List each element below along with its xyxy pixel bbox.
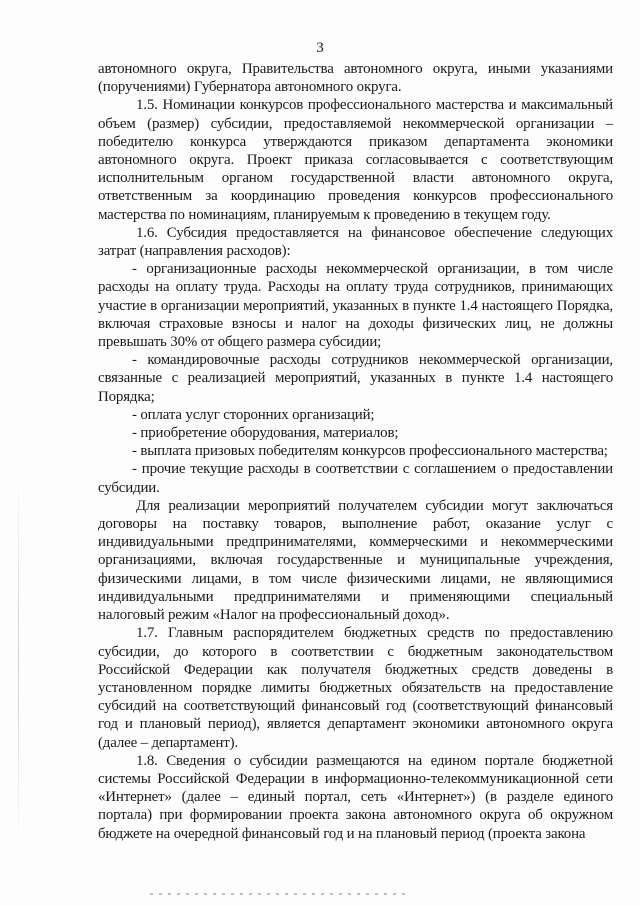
list-item-other-costs: - прочие текущие расходы в соответствии с соглашением о предоставлении субсидии.: [98, 461, 613, 496]
paragraph-1-8: 1.8. Сведения о субсидии размещаются на едином портале бюджетной системы Российской Федерации в информационно-телекоммуникационной сети «Интернет» (далее – единый портал, сеть «Интернет») (в разделе единого портала) при формировании проекта закона автономного округа об окружном бюджете на очередной финансовый год и на плановый период (проекта закона: [98, 752, 613, 842]
paragraph-1-6: 1.6. Субсидия предоставляется на финансовое обеспечение следующих затрат (направления расходов):: [98, 224, 613, 260]
list-item-travel-costs: - командировочные расходы сотрудников некоммерческой организации, связанные с реализацией мероприятий, указанных в пункте 1.4 настоящего Порядка;: [98, 352, 613, 405]
list-item-prize-payments: - выплата призовых победителям конкурсов профессионального мастерства;: [132, 443, 608, 460]
page-number: 3: [316, 40, 324, 56]
scan-bottom-artifact: [150, 893, 410, 895]
paragraph-1-5: 1.5. Номинации конкурсов профессионального мастерства и максимальный объем (размер) субсидии, предоставляемой некоммерческой организации – победителю конкурса утверждаются приказом департамента экономики автономного округа. Проект приказа согласовывается с соответствующим исполнительным органом государственной власти автономного округа, ответственным за координацию проведения конкурсов профессионального мастерства по номинациям, планируемым к проведению в текущем году.: [98, 97, 613, 223]
paragraph-contracts: Для реализации мероприятий получателем субсидии могут заключаться договоры на поставку товаров, выполнение работ, оказание услуг с индивидуальными предпринимателями, коммерческими и некоммерческими организациями, включая государственные и муниципальные учреждения, физическими лицами, в том числе физическими лицами, не являющимися индивидуальными предпринимателями и применяющими специальный налоговый режим «Налог на профессиональный доход».: [98, 497, 613, 624]
paragraph-1-7: 1.7. Главным распорядителем бюджетных средств по предоставлению субсидии, до которого в соответствии с бюджетным законодательством Российской Федерации как получателя бюджетных средств доведены в установленном порядке лимиты бюджетных обязательств на предоставление субсидий на соответствующий финансовый год (соответствующий финансовый год и плановый период), является департамент экономики автономного округа (далее – департамент).: [98, 625, 613, 751]
scan-edge-shadow: [18, 470, 19, 850]
list-item-organizational-costs: - организационные расходы некоммерческой организации, в том числе расходы на оплату труда. Расходы на оплату труда сотрудников, принимающих участие в организации мероприятий, указанных в пункте 1.4 настоящего Порядка, включая страховые взносы и налог на доходы физических лиц, не должны превышать 30% от общего размера субсидии;: [98, 261, 613, 351]
paragraph-continuation: автономного округа, Правительства автономного округа, иными указаниями (поручениями) Губернатора автономного округа.: [98, 61, 613, 96]
document-body: [98, 60, 613, 843]
list-item-equipment: - приобретение оборудования, материалов;: [132, 425, 399, 442]
list-item-third-party-services: - оплата услуг сторонних организаций;: [132, 406, 375, 423]
